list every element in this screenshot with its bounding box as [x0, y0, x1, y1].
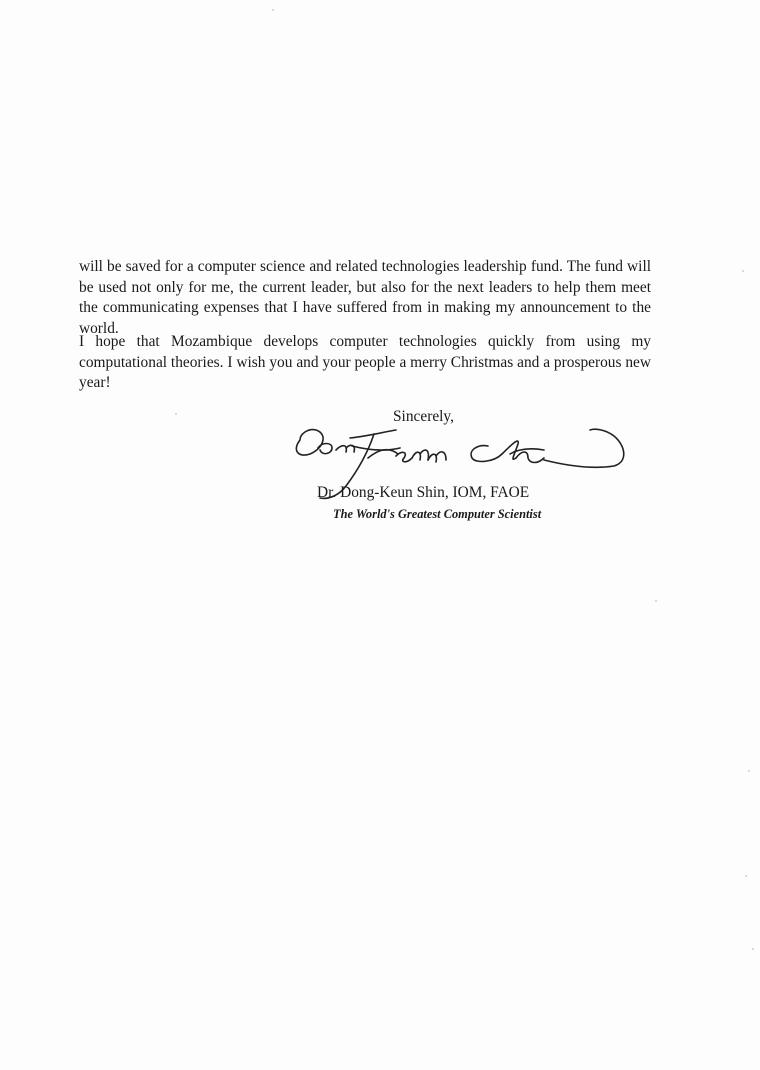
scan-speck	[175, 413, 177, 415]
signer-title: The World's Greatest Computer Scientist	[333, 507, 542, 521]
closing-salutation: Sincerely,	[393, 408, 454, 425]
scan-speck	[748, 770, 750, 772]
scan-speck	[745, 875, 747, 877]
signer-name: Dr. Dong-Keun Shin, IOM, FAOE	[317, 484, 530, 501]
scan-speck	[272, 9, 274, 11]
scan-speck	[742, 270, 744, 272]
scan-speck	[655, 600, 657, 602]
body-paragraph: I hope that Mozambique develops computer technologies quickly from using my computational theories. I wish you and your people a merry Christmas and a prosperous new year!	[79, 333, 651, 391]
scan-speck	[752, 948, 754, 950]
body-paragraph: will be saved for a computer science and related technologies leadership fund. The fund will be used not only for me, the current leader, but also for the next leaders to help them meet the communicating expenses that I have suffered from in making my announcement to the world.	[79, 258, 651, 337]
